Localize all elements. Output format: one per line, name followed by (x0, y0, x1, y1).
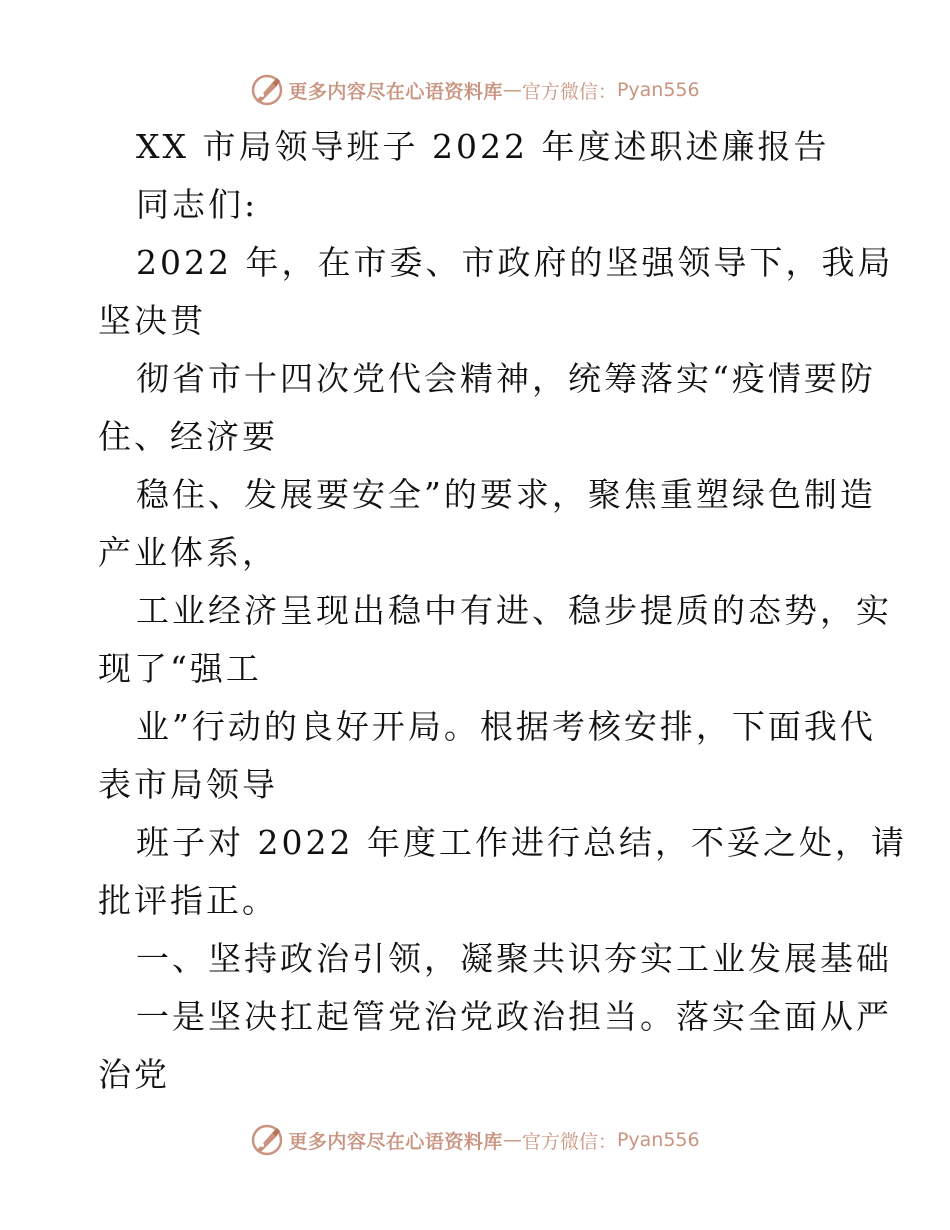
watermark-wechat-id: Pyan556 (616, 79, 700, 101)
paragraph-line: 坚决贯 (98, 301, 206, 340)
paragraph-line: 治党 (98, 1055, 170, 1094)
paragraph-line: 批评指正。 (98, 881, 278, 920)
pen-logo-icon (250, 73, 284, 107)
watermark-label: 官方微信： (521, 1130, 617, 1153)
watermark-text: 更多内容尽在心语资料库 (288, 80, 503, 103)
watermark-dash: — (502, 79, 522, 101)
footer-watermark (0, 1120, 950, 1160)
document-body (98, 118, 907, 1104)
pen-logo-icon (250, 1123, 284, 1157)
watermark-dash: — (502, 1129, 522, 1151)
paragraph-line: 业”行动的良好开局。根据考核安排，下面我代 (136, 707, 876, 746)
paragraph-line: 工业经济呈现出稳中有进、稳步提质的态势，实 (136, 591, 892, 630)
watermark-text: 更多内容尽在心语资料库 (288, 1130, 503, 1153)
paragraph-line: 表市局领导 (98, 765, 278, 804)
section-heading: 一、坚持政治引领，凝聚共识夯实工业发展基础 (136, 939, 892, 978)
watermark-wechat-id: Pyan556 (616, 1129, 700, 1151)
paragraph-line: 班子对 2022 年度工作进行总结，不妥之处，请 (136, 823, 907, 862)
salutation: 同志们: (136, 185, 259, 224)
paragraph-line: 2022 年，在市委、市政府的坚强领导下，我局 (136, 243, 894, 282)
paragraph-line: 产业体系， (98, 533, 278, 572)
paragraph-line: 稳住、发展要安全”的要求，聚焦重塑绿色制造 (136, 475, 876, 514)
watermark-label: 官方微信： (521, 80, 617, 103)
paragraph-line: 一是坚决扛起管党治党政治担当。落实全面从严 (136, 997, 892, 1036)
paragraph-line: 住、经济要 (98, 417, 278, 456)
header-watermark (0, 70, 950, 110)
paragraph-line: 现了“强工 (98, 649, 262, 688)
document-title: XX 市局领导班子 2022 年度述职述廉报告 (136, 127, 830, 166)
paragraph-line: 彻省市十四次党代会精神，统筹落实“疫情要防 (136, 359, 876, 398)
